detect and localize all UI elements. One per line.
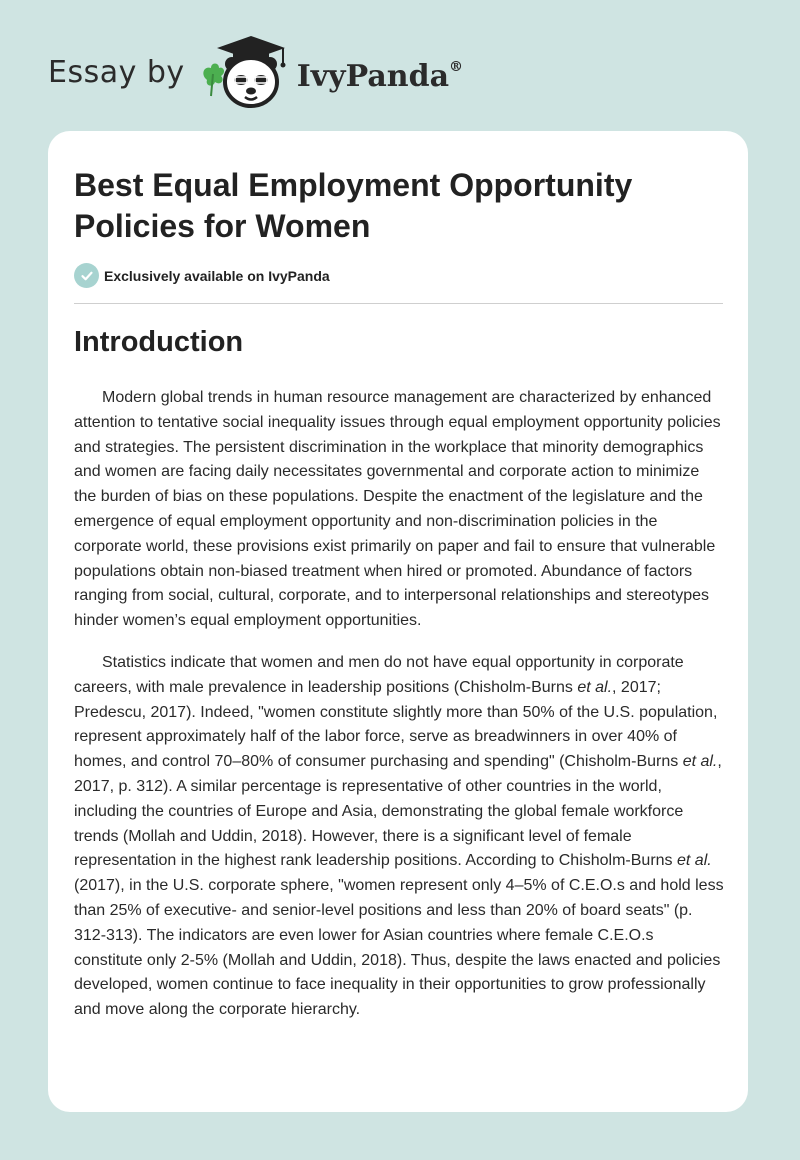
brand-name[interactable] xyxy=(297,59,463,94)
exclusive-label: Exclusively available on IvyPanda xyxy=(104,267,330,284)
panda-graduation-cap-icon[interactable] xyxy=(199,34,291,110)
paragraph-2-part-4: (2017), in the U.S. corporate sphere, "women represent only 4–5% of C.E.O.s and hold less than 25% of executive- and senior-level positions and less than 20% of board seats" (p. 312-313). The indicators are even lower for Asian countries where female C.E.O.s constitute only 2-5% (Mollah and Uddin, 2018). Thus, despite the laws enacted and policies developed, women continue to face inequality in their opportunities to grow professionally and move along the corporate hierarchy. xyxy=(74,877,724,1019)
paragraph-2-part-3: , 2017, p. 312). A similar percentage is representative of other countries in the world, including the countries of Europe and Asia, demonstrating the global female workforce trends (Mollah and Uddin, 2018). However, there is a significant level of female representation in the highest rank leadership positions. According to Chisholm-Burns xyxy=(74,753,722,870)
article-body xyxy=(74,386,724,1040)
ivy-leaf-icon xyxy=(203,64,224,97)
paragraph-2-part-1: Statistics indicate that women and men do not have equal opportunity in corporate careers, with male prevalence in leadership positions (Chisholm-Burns xyxy=(74,653,684,696)
article-title: Best Equal Employment Opportunity Policies for Women xyxy=(74,167,633,244)
paragraph-1: Modern global trends in human resource management are characterized by enhanced attention to tentative social inequality issues through equal employment opportunity policies and strategies. The persistent discrimination in the workplace that minority demographics and women are facing daily necessitates governmental and corporate action to minimize the burden of bias on these populations. Despite the enactment of the legislature and the emergence of equal employment opportunity and non-discrimination policies in the corporate world, these provisions exist primarily on paper and fail to ensure that vulnerable populations obtain non-biased treatment when hired or promoted. Abundance of factors ranging from social, cultural, corporate, and to interpersonal relationships and stereotypes hinder women’s equal employment opportunities. xyxy=(74,389,721,630)
exclusive-badge xyxy=(74,263,330,288)
brand-text: IvyPanda xyxy=(296,58,450,94)
check-circle-icon xyxy=(74,263,99,288)
divider xyxy=(74,303,723,304)
et-al: et al. xyxy=(677,852,712,870)
paragraph-2-part-2: , 2017; Predescu, 2017). Indeed, "women constitute slightly more than 50% of the U.S. population, represent approximately half of the labor force, serve as breadwinners in over 40% of homes, and control 70–80% of consumer purchasing and spending" (Chisholm-Burns xyxy=(74,678,718,771)
section-heading: Introduction xyxy=(74,326,244,358)
paragraph-2 xyxy=(74,651,724,1023)
et-al: et al. xyxy=(682,753,718,771)
article-card xyxy=(48,131,748,1112)
site-header xyxy=(48,34,463,110)
et-al: et al. xyxy=(577,678,613,696)
essay-by-label: Essay by xyxy=(48,54,185,90)
registered-mark: ® xyxy=(449,58,464,75)
